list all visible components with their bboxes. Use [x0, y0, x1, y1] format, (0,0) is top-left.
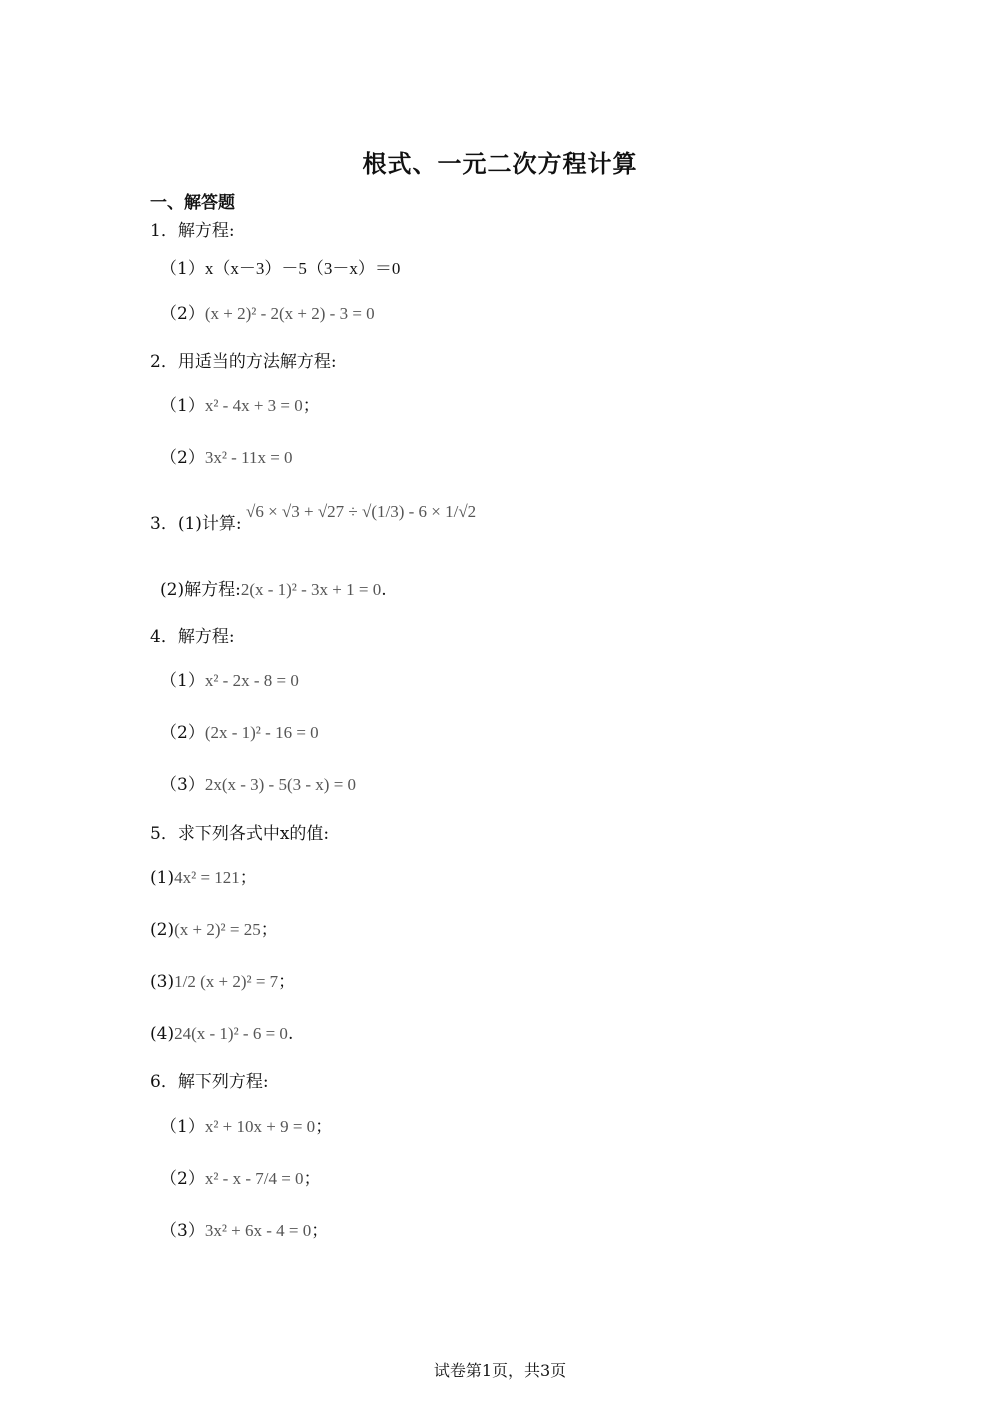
part-tag: （1）	[160, 259, 205, 279]
part-tag: （2）	[160, 304, 205, 324]
equation: 1/2 (x + 2)² = 7	[174, 972, 279, 991]
question-6-part-1	[160, 1115, 332, 1139]
question-1-label: 1．解方程:	[150, 221, 235, 241]
question-4-part-1	[160, 669, 299, 693]
equation: x（x－3）－5（3－x）＝0	[204, 259, 401, 278]
section-heading: 一、解答题	[150, 193, 235, 213]
punctuation: ；	[303, 1169, 321, 1189]
equation: 24(x - 1)² - 6 = 0	[174, 1024, 288, 1043]
punctuation: ；	[278, 972, 296, 992]
equation: x² - 4x + 3 = 0	[204, 396, 303, 415]
equation: x² - x - 7/4 = 0	[204, 1169, 304, 1188]
punctuation: ；	[239, 868, 257, 888]
question-5-part-4	[150, 1022, 293, 1046]
part-tag: （1）	[160, 1117, 205, 1137]
part-tag: （2）	[160, 1169, 205, 1189]
part-tag: (4)	[150, 1024, 175, 1044]
part-tag: (2)解方程:	[160, 580, 241, 600]
question-5-label: 5．求下列各式中x的值:	[150, 824, 330, 844]
punctuation: ；	[315, 1117, 333, 1137]
equation: 3x² - 11x = 0	[204, 448, 293, 467]
equation: x² + 10x + 9 = 0	[204, 1117, 316, 1136]
question-4-part-2	[160, 721, 319, 745]
equation: 4x² = 121	[174, 868, 240, 887]
equation: 2x(x - 3) - 5(3 - x) = 0	[204, 775, 357, 794]
equation: x² - 2x - 8 = 0	[204, 671, 299, 690]
question-5-part-2	[150, 918, 278, 942]
question-3-part-2	[160, 578, 387, 602]
question-2-part-1	[160, 394, 320, 418]
part-tag: (2)	[150, 920, 175, 940]
punctuation: .	[287, 1024, 294, 1044]
punctuation: ；	[302, 396, 320, 416]
punctuation: ；	[311, 1221, 329, 1241]
equation: (x + 2)² - 2(x + 2) - 3 = 0	[204, 304, 375, 323]
question-6-label: 6．解下列方程:	[150, 1072, 269, 1092]
equation: 2(x - 1)² - 3x + 1 = 0	[240, 580, 382, 599]
question-2-part-2	[160, 446, 293, 470]
equation: (2x - 1)² - 16 = 0	[204, 723, 319, 742]
equation: 3x² + 6x - 4 = 0	[204, 1221, 312, 1240]
question-6-part-2	[160, 1167, 321, 1191]
question-1-part-2	[160, 302, 375, 326]
part-tag: (3)	[150, 972, 175, 992]
question-5-part-1	[150, 866, 257, 890]
equation: (x + 2)² = 25	[174, 920, 261, 939]
part-tag: （3）	[160, 775, 205, 795]
question-5-part-3	[150, 970, 295, 994]
question-1-part-1	[160, 257, 400, 281]
equation: √6 × √3 + √27 ÷ √(1/3) - 6 × 1/√2	[246, 502, 477, 521]
part-tag: （3）	[160, 1221, 205, 1241]
punctuation: .	[381, 580, 387, 600]
part-tag: （2）	[160, 448, 205, 468]
part-tag: （2）	[160, 723, 205, 743]
part-tag: （1）	[160, 396, 205, 416]
punctuation: ；	[260, 920, 278, 940]
question-2-label: 2．用适当的方法解方程:	[150, 352, 337, 372]
question-4-part-3	[160, 773, 356, 797]
page-footer: 试卷第1页，共3页	[433, 1361, 567, 1380]
question-6-part-3	[160, 1219, 328, 1243]
question-3-part-1-expression	[246, 500, 476, 524]
question-3-label: 3．(1)计算:	[150, 514, 242, 534]
page-title: 根式、一元二次方程计算	[362, 149, 638, 178]
part-tag: （1）	[160, 671, 205, 691]
part-tag: (1)	[150, 868, 175, 888]
question-4-label: 4．解方程:	[150, 627, 235, 647]
